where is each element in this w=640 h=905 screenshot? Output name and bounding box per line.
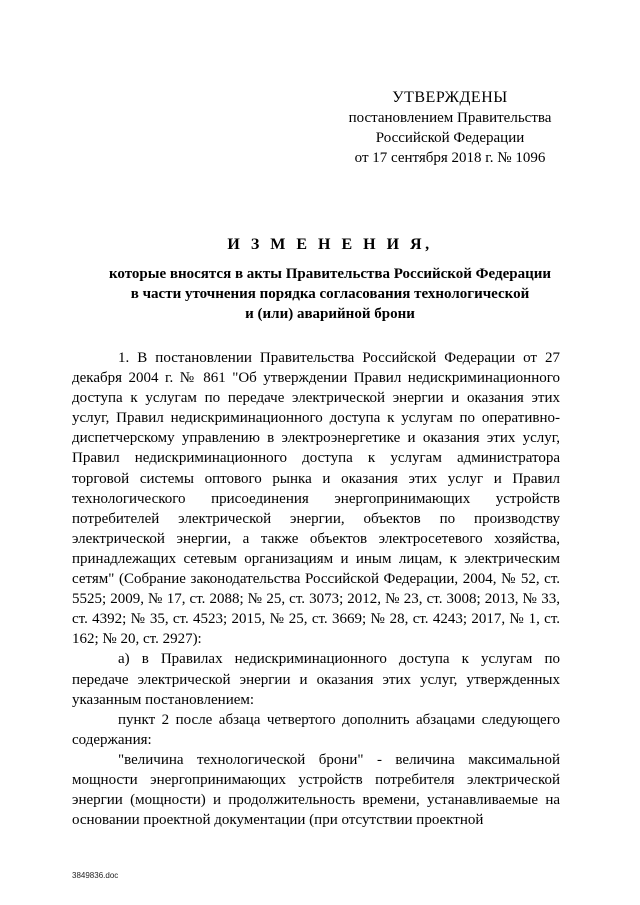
approval-line-1: постановлением Правительства: [348, 110, 552, 126]
document-heading: [60, 236, 600, 324]
paragraph-2: а) в Правилах недискриминационного доступа к услугам по передаче электрической энергии и оказания этих услуг, утвержденных указанным постановлением:: [72, 651, 560, 708]
heading-title: И З М Е Н Е Н И Я,: [227, 236, 433, 253]
heading-subtitle-1: которые вносятся в акты Правительства Российской Федерации: [108, 266, 552, 282]
document-body: [72, 348, 560, 830]
paragraph-1: 1. В постановлении Правительства Российской Федерации от 27 декабря 2004 г. № 861 "Об утверждении Правил недискриминационного доступа к услугам по передаче электрической энергии и оказания этих услуг, Правил недискриминационного доступа к услугам по оперативно-диспетчерскому управлению в электроэнергетике и оказания этих услуг, Правил недискриминационного доступа к услугам администратора торговой системы оптового рынка и оказания этих услуг и Правил технологического присоединения энергопринимающих устройств потребителей электрической энергии, объектов по производству электрической энергии, а также объектов электросетевого хозяйства, принадлежащих сетевым организациям и иным лицам, к электрическим сетям" (Собрание законодательства Российской Федерации, 2004, № 52, ст. 5525; 2009, № 17, ст. 2088; № 25, ст. 3073; 2012, № 23, ст. 3008; 2013, № 33, ст. 4392; № 35, ст. 4523; 2015, № 25, ст. 3669; № 28, ст. 4243; 2017, № 1, ст. 162; № 20, ст. 2927):: [72, 350, 560, 648]
approval-line-2: Российской Федерации: [375, 130, 525, 146]
approval-title: УТВЕРЖДЕНЫ: [392, 89, 508, 106]
paragraph-4: "величина технологической брони" - величина максимальной мощности энергопринимающих устройств потребителя электрической энергии (мощности) и продолжительность времени, устанавливаемые на основании проектной документации (при отсутствии проектной: [72, 751, 560, 829]
approval-line-3: от 17 сентября 2018 г. № 1096: [354, 150, 546, 166]
heading-subtitle-2: в части уточнения порядка согласования технологической: [130, 286, 530, 302]
heading-subtitle-3: и (или) аварийной брони: [245, 306, 415, 322]
document-footer-code: 3849836.doc: [72, 871, 119, 880]
approval-block: [340, 88, 560, 168]
paragraph-3: пункт 2 после абзаца четвертого дополнить абзацами следующего содержания:: [72, 711, 560, 748]
